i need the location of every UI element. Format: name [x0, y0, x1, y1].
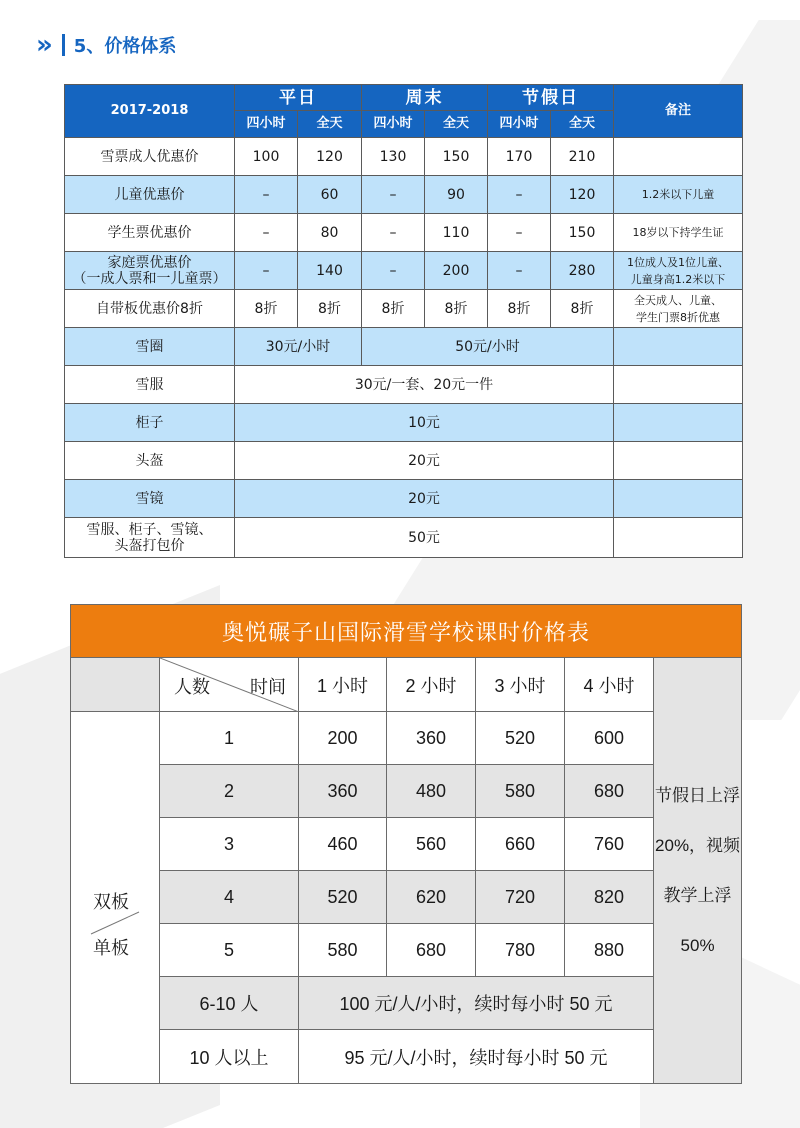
price-cell: – — [362, 176, 425, 214]
double-chevron-icon: » — [36, 30, 46, 60]
price-cell: 360 — [387, 712, 476, 765]
side-note-line: 教学上浮 — [663, 885, 732, 905]
table-row — [71, 1030, 742, 1084]
price-cell: 200 — [299, 712, 387, 765]
snowboard-label: 单板 — [93, 938, 129, 958]
price-cell: – — [488, 252, 551, 290]
price-cell: 90 — [425, 176, 488, 214]
side-note-line: 20%，视频 — [655, 835, 741, 855]
note-cell: 1.2米以下儿童 — [614, 176, 743, 214]
corner-blank-cell — [71, 658, 160, 712]
table-row — [65, 480, 743, 518]
note-cell — [614, 328, 743, 366]
price-cell: 880 — [565, 924, 654, 977]
row-label-line: 雪服、柜子、雪镜、 — [86, 521, 213, 538]
note-line: 全天成人、儿童、 — [634, 293, 722, 307]
price-cell: 150 — [425, 138, 488, 176]
note-cell — [614, 518, 743, 558]
row-label: 雪镜 — [65, 480, 235, 518]
weekday-header: 平日 — [235, 85, 362, 111]
note-cell — [614, 480, 743, 518]
time-header: 时间 — [250, 677, 286, 697]
price-cell: 10元 — [235, 404, 614, 442]
price-cell: – — [235, 214, 298, 252]
people-header: 人数 — [174, 677, 210, 697]
people-cell: 4 — [160, 871, 299, 924]
price-cell: 8折 — [235, 290, 298, 328]
price-cell: 580 — [299, 924, 387, 977]
price-cell: 660 — [476, 818, 565, 871]
price-cell: 20元 — [235, 480, 614, 518]
people-cell: 3 — [160, 818, 299, 871]
price-cell: – — [235, 252, 298, 290]
price-cell: 210 — [551, 138, 614, 176]
hour-header: 2 小时 — [387, 658, 476, 712]
note-line: 儿童身高1.2米以下 — [630, 272, 726, 286]
row-label: 学生票优惠价 — [65, 214, 235, 252]
row-label-line: 家庭票优惠价 — [107, 254, 192, 271]
price-cell: 8折 — [488, 290, 551, 328]
holiday-header: 节假日 — [488, 85, 614, 111]
price-cell: 8折 — [298, 290, 362, 328]
table-row — [65, 518, 743, 558]
price-cell: 80 — [298, 214, 362, 252]
row-label: 儿童优惠价 — [65, 176, 235, 214]
weekend-header: 周末 — [362, 85, 488, 111]
price-cell: – — [488, 176, 551, 214]
people-cell: 2 — [160, 765, 299, 818]
table-row — [65, 366, 743, 404]
price-cell: 480 — [387, 765, 476, 818]
note-cell — [614, 404, 743, 442]
subheader-cell: 全天 — [551, 111, 614, 138]
table-row — [65, 404, 743, 442]
price-cell: 20元 — [235, 442, 614, 480]
price-cell: 130 — [362, 138, 425, 176]
row-label: 柜子 — [65, 404, 235, 442]
hour-header: 3 小时 — [476, 658, 565, 712]
row-label — [65, 518, 235, 558]
row-label: 自带板优惠价8折 — [65, 290, 235, 328]
row-label: 雪票成人优惠价 — [65, 138, 235, 176]
table-row — [65, 290, 743, 328]
price-cell: 30元/一套、20元一件 — [235, 366, 614, 404]
price-cell: – — [362, 252, 425, 290]
price-cell: 30元/小时 — [235, 328, 362, 366]
table-row — [71, 871, 742, 924]
side-note — [654, 658, 742, 1084]
ticket-price-table — [64, 84, 743, 558]
subheader-cell: 四小时 — [235, 111, 298, 138]
price-cell: – — [488, 214, 551, 252]
price-cell: 520 — [299, 871, 387, 924]
people-cell: 6-10 人 — [160, 977, 299, 1030]
people-cell: 5 — [160, 924, 299, 977]
note-cell — [614, 442, 743, 480]
note-line: 1位成人及1位儿童、 — [627, 255, 729, 269]
people-cell: 10 人以上 — [160, 1030, 299, 1084]
price-cell: 820 — [565, 871, 654, 924]
price-cell: – — [362, 214, 425, 252]
heading-divider — [62, 34, 65, 56]
lesson-table-title: 奥悦碾子山国际滑雪学校课时价格表 — [71, 605, 742, 658]
price-cell: 580 — [476, 765, 565, 818]
hour-header: 1 小时 — [299, 658, 387, 712]
price-cell: 140 — [298, 252, 362, 290]
table-row — [65, 176, 743, 214]
subheader-cell: 全天 — [425, 111, 488, 138]
price-cell: 680 — [387, 924, 476, 977]
price-cell: 760 — [565, 818, 654, 871]
price-cell: 110 — [425, 214, 488, 252]
note-cell — [614, 290, 743, 328]
row-label: 雪服 — [65, 366, 235, 404]
people-cell: 1 — [160, 712, 299, 765]
section-heading — [36, 30, 176, 60]
price-cell: 60 — [298, 176, 362, 214]
table-row — [71, 712, 742, 765]
subheader-cell: 四小时 — [362, 111, 425, 138]
year-header: 2017-2018 — [65, 85, 235, 138]
subheader-cell: 四小时 — [488, 111, 551, 138]
side-note-line: 节假日上浮 — [655, 785, 741, 805]
note-cell — [614, 252, 743, 290]
note-cell: 18岁以下持学生证 — [614, 214, 743, 252]
section-title: 5、价格体系 — [73, 36, 177, 57]
ski-label: 双板 — [93, 892, 129, 912]
price-cell: 120 — [298, 138, 362, 176]
table-row — [65, 252, 743, 290]
table-row — [71, 977, 742, 1030]
table-row — [65, 442, 743, 480]
table-row — [65, 328, 743, 366]
group-price-cell: 100 元/人/小时，续时每小时 50 元 — [299, 977, 654, 1030]
price-cell: 150 — [551, 214, 614, 252]
price-cell: 200 — [425, 252, 488, 290]
table-row — [65, 138, 743, 176]
subheader-cell: 全天 — [298, 111, 362, 138]
price-cell: 680 — [565, 765, 654, 818]
price-cell: 620 — [387, 871, 476, 924]
note-cell — [614, 138, 743, 176]
table-row — [65, 214, 743, 252]
price-cell: 8折 — [362, 290, 425, 328]
table-row — [71, 924, 742, 977]
row-label-line: 头盔打包价 — [114, 537, 185, 554]
row-label: 头盔 — [65, 442, 235, 480]
price-cell: 520 — [476, 712, 565, 765]
price-cell: 720 — [476, 871, 565, 924]
price-cell: 600 — [565, 712, 654, 765]
price-cell: 170 — [488, 138, 551, 176]
price-cell: 50元 — [235, 518, 614, 558]
corner-header-cell — [160, 658, 299, 712]
price-cell: 100 — [235, 138, 298, 176]
row-label-line: （一成人票和一儿童票） — [72, 270, 227, 287]
price-cell: 360 — [299, 765, 387, 818]
price-cell: – — [235, 176, 298, 214]
lesson-price-table — [70, 604, 742, 1084]
table-row — [71, 818, 742, 871]
note-cell — [614, 366, 743, 404]
table-row — [71, 765, 742, 818]
price-cell: 780 — [476, 924, 565, 977]
price-cell: 280 — [551, 252, 614, 290]
hour-header: 4 小时 — [565, 658, 654, 712]
note-header: 备注 — [614, 85, 743, 138]
price-cell: 50元/小时 — [362, 328, 614, 366]
price-cell: 8折 — [551, 290, 614, 328]
group-price-cell: 95 元/人/小时，续时每小时 50 元 — [299, 1030, 654, 1084]
row-label: 雪圈 — [65, 328, 235, 366]
board-type-cell — [71, 712, 160, 1084]
price-cell: 460 — [299, 818, 387, 871]
row-label — [65, 252, 235, 290]
price-cell: 120 — [551, 176, 614, 214]
note-line: 学生门票8折优惠 — [636, 310, 720, 324]
price-cell: 8折 — [425, 290, 488, 328]
price-cell: 560 — [387, 818, 476, 871]
side-note-line: 50% — [680, 935, 715, 955]
